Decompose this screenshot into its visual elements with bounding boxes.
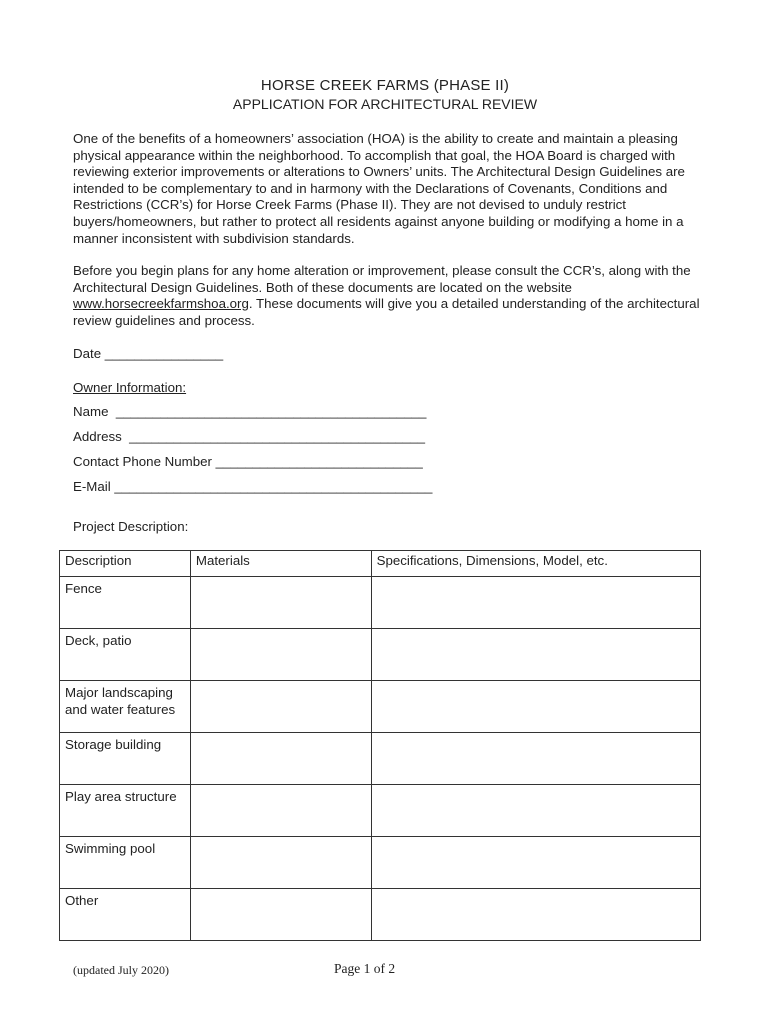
specifications-cell[interactable] xyxy=(371,785,700,837)
specifications-cell[interactable] xyxy=(371,889,700,941)
materials-cell[interactable] xyxy=(190,889,371,941)
table-row xyxy=(60,577,701,629)
column-header-specifications: Specifications, Dimensions, Model, etc. xyxy=(371,551,700,577)
website-link[interactable]: www.horsecreekfarmshoa.org xyxy=(73,296,249,312)
address-field[interactable]: Address ________________________________________ xyxy=(73,429,425,444)
project-table xyxy=(59,550,701,941)
row-label: Other xyxy=(60,889,191,941)
row-label: Swimming pool xyxy=(60,837,191,889)
phone-field[interactable]: Contact Phone Number ____________________________ xyxy=(73,454,423,469)
table-header-row xyxy=(60,551,701,577)
project-description-heading: Project Description: xyxy=(73,519,189,534)
specifications-cell[interactable] xyxy=(371,733,700,785)
table-row xyxy=(60,681,701,733)
email-field[interactable]: E-Mail ___________________________________________ xyxy=(73,479,433,494)
paragraph-2-text-a: Before you begin plans for any home alteration or improvement, please consult the CCR’s, along with the Architectural Design Guidelines. Both of these documents are located on the website xyxy=(73,263,691,295)
materials-cell[interactable] xyxy=(190,733,371,785)
specifications-cell[interactable] xyxy=(371,629,700,681)
row-label: Play area structure xyxy=(60,785,191,837)
table-row xyxy=(60,837,701,889)
materials-cell[interactable] xyxy=(190,785,371,837)
column-header-materials: Materials xyxy=(190,551,371,577)
materials-cell[interactable] xyxy=(190,681,371,733)
specifications-cell[interactable] xyxy=(371,681,700,733)
updated-date: (updated July 2020) xyxy=(73,963,169,977)
materials-cell[interactable] xyxy=(190,629,371,681)
document-subtitle: APPLICATION FOR ARCHITECTURAL REVIEW xyxy=(232,96,538,112)
specifications-cell[interactable] xyxy=(371,837,700,889)
materials-cell[interactable] xyxy=(190,577,371,629)
table-row xyxy=(60,629,701,681)
row-label: Fence xyxy=(60,577,191,629)
page-number: Page 1 of 2 xyxy=(334,961,396,976)
owner-info-heading: Owner Information: xyxy=(73,380,187,395)
date-field[interactable]: Date ________________ xyxy=(73,346,224,361)
paragraph-2-text-b: . These documents will give you a detailed understanding of the architectural review guidelines and process. xyxy=(73,296,700,328)
row-label: Deck, patio xyxy=(60,629,191,681)
intro-paragraph-2 xyxy=(73,263,703,329)
table-row xyxy=(60,889,701,941)
specifications-cell[interactable] xyxy=(371,577,700,629)
column-header-description: Description xyxy=(60,551,191,577)
intro-paragraph-1: One of the benefits of a homeowners’ association (HOA) is the ability to create and maintain a pleasing physical appearance within the neighborhood. To accomplish that goal, the HOA Board is charged with reviewing exterior improvements or alterations to Owners’ units. The Architectural Design Guidelines are intended to be complementary to and in harmony with the Declarations of Covenants, Conditions and Restrictions (CCR’s) for Horse Creek Farms (Phase II). They are not devised to unduly restrict buyers/homeowners, but rather to protect all residents against anyone building or modifying a home in a manner inconsistent with subdivision standards. xyxy=(73,131,685,246)
row-label: Storage building xyxy=(60,733,191,785)
materials-cell[interactable] xyxy=(190,837,371,889)
row-label: Major landscaping and water features xyxy=(60,681,191,733)
table-row xyxy=(60,785,701,837)
document-title: HORSE CREEK FARMS (PHASE II) xyxy=(260,77,510,94)
name-field[interactable]: Name __________________________________________ xyxy=(73,404,427,419)
table-row xyxy=(60,733,701,785)
